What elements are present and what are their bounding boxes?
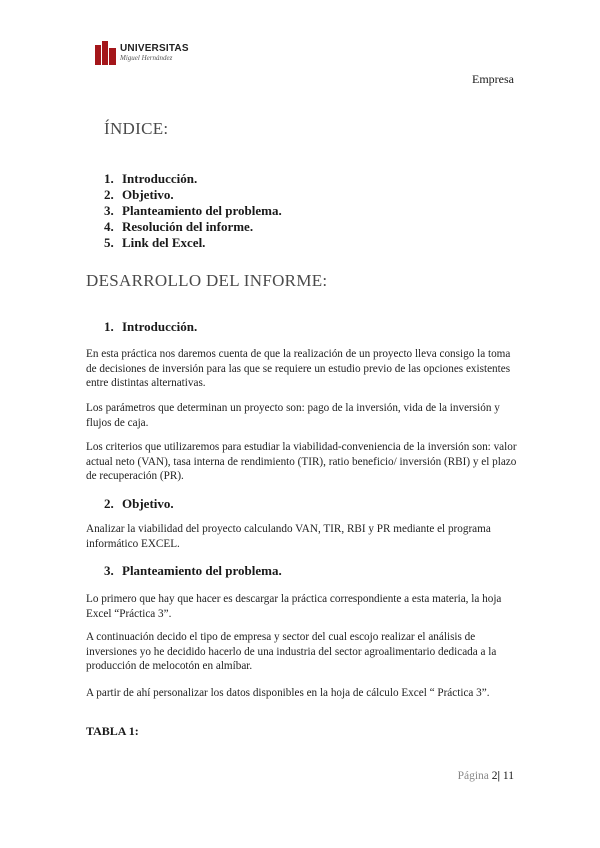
paragraph-introduccion-2: Los parámetros que determinan un proyecto son: pago de la inversión, vida de la inversión y flujos de caja.: [86, 402, 500, 429]
toc-item-4[interactable]: 4. Resolución del informe.: [104, 219, 254, 234]
page-total: 11: [502, 770, 514, 782]
page-word: Página: [457, 770, 489, 782]
toc-item-3[interactable]: 3. Planteamiento del problema.: [104, 203, 282, 218]
logo-mark-icon: [95, 41, 117, 65]
university-logo: [95, 41, 189, 65]
logo-subtitle: Miguel Hernández: [120, 54, 173, 62]
page-footer: [458, 770, 514, 782]
paragraph-planteamiento-2: A continuación decido el tipo de empresa y sector del cual escojo realizar el análisis de inversiones yo he decidido hacerlo de una industria del sector agroalimentario dedicada a la producción de melocotón en almíbar.: [86, 631, 497, 672]
header-section-label: Empresa: [472, 72, 514, 86]
indice-title: ÍNDICE:: [104, 119, 169, 138]
paragraph-planteamiento-3: A partir de ahí personalizar los datos disponibles en la hoja de cálculo Excel “ Práctica 3”.: [86, 687, 490, 699]
paragraph-objetivo: Analizar la viabilidad del proyecto calculando VAN, TIR, RBI y PR mediante el programa informático EXCEL.: [86, 523, 491, 550]
page-number: 2: [491, 770, 498, 782]
table-of-contents: [104, 171, 282, 251]
toc-item-1[interactable]: 1. Introducción.: [104, 171, 198, 186]
paragraph-introduccion-1: En esta práctica nos daremos cuenta de que la realización de un proyecto lleva consigo la toma de decisiones de inversión para las que se requiere un estudio previo de las opciones existentes entre distintas alternativas.: [86, 348, 511, 389]
table-label: TABLA 1:: [86, 724, 139, 738]
section-heading-objetivo: 2. Objetivo.: [104, 496, 174, 511]
toc-item-5[interactable]: 5. Link del Excel.: [104, 235, 206, 250]
section-heading-planteamiento: 3. Planteamiento del problema.: [104, 563, 282, 578]
toc-item-2[interactable]: 2. Objetivo.: [104, 187, 174, 202]
paragraph-planteamiento-1: Lo primero que hay que hacer es descargar la práctica correspondiente a esta materia, la hoja Excel “Práctica 3”.: [86, 593, 502, 620]
page-separator: |: [497, 770, 501, 782]
section-heading-introduccion: 1. Introducción.: [104, 319, 198, 334]
desarrollo-title: DESARROLLO DEL INFORME:: [86, 271, 328, 290]
logo-name: UNIVERSITAS: [120, 43, 189, 54]
paragraph-introduccion-3: Los criterios que utilizaremos para estudiar la viabilidad-conveniencia de la inversión son: valor actual neto (VAN), tasa interna de rendimiento (TIR), ratio beneficio/ inversión (RBI) y el plazo de recuperación (PR).: [86, 441, 517, 482]
